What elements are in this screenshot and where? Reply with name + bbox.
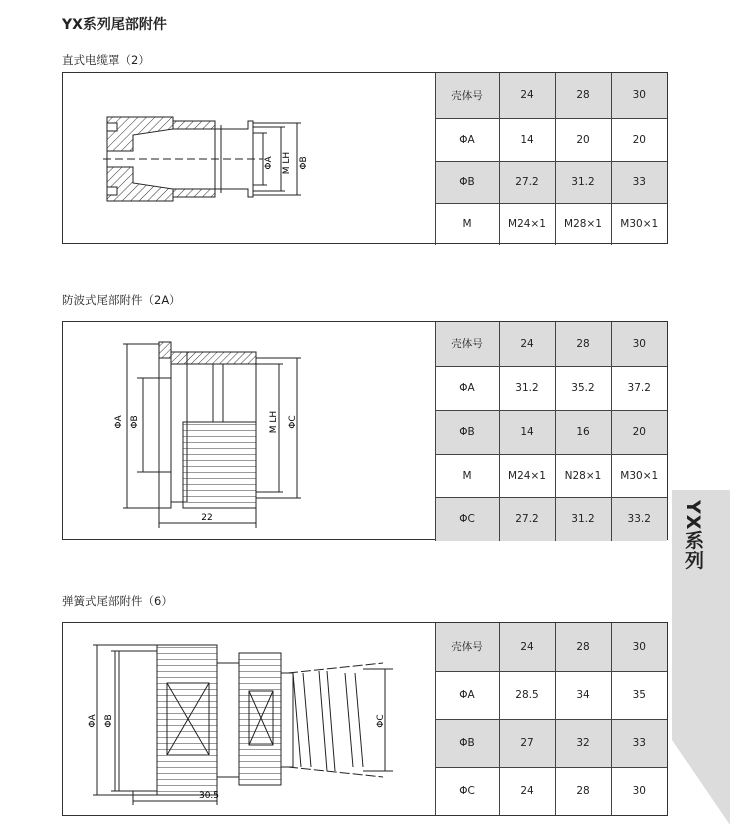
- value-cell: 28.5: [499, 671, 555, 719]
- value-cell: 31.2: [499, 366, 555, 410]
- table-row: [435, 671, 667, 719]
- dim-label-length: 22: [201, 513, 213, 523]
- value-cell: M30×1: [611, 454, 667, 497]
- row-label-cell: ΦA: [435, 671, 499, 719]
- dim-label-a: ΦA: [264, 156, 274, 170]
- table-row: [435, 366, 667, 410]
- row-label-cell: 壳体号: [435, 322, 499, 366]
- value-cell: M30×1: [611, 203, 667, 245]
- value-cell: 27: [499, 719, 555, 767]
- dim-label-a: ΦA: [88, 714, 98, 728]
- panel-shielding-accessory: [62, 321, 668, 540]
- table-row: [435, 497, 667, 541]
- spec-table-spring-accessory: [435, 623, 668, 815]
- dim-label-length: 30.5: [198, 791, 220, 801]
- spring-accessory-drawing: [63, 623, 435, 817]
- value-cell: 27.2: [499, 161, 555, 203]
- value-cell: 20: [555, 118, 611, 161]
- value-cell: 16: [555, 410, 611, 454]
- row-label-cell: ΦA: [435, 118, 499, 161]
- row-label-cell: M: [435, 203, 499, 245]
- table-row: [435, 454, 667, 497]
- table-row: [435, 161, 667, 203]
- value-cell: 33: [611, 719, 667, 767]
- side-tab-label: YX系列: [682, 500, 704, 571]
- value-cell: 24: [499, 322, 555, 366]
- dim-label-a: ΦA: [114, 415, 124, 429]
- table-row: [435, 767, 667, 815]
- value-cell: 14: [499, 118, 555, 161]
- value-cell: 30: [611, 767, 667, 815]
- value-cell: 24: [499, 623, 555, 671]
- straight-cable-cover-drawing: [63, 73, 435, 245]
- value-cell: 24: [499, 73, 555, 118]
- table-row: [435, 322, 667, 366]
- value-cell: 35.2: [555, 366, 611, 410]
- row-label-cell: ΦB: [435, 161, 499, 203]
- value-cell: 33: [611, 161, 667, 203]
- section-title-straight-cable-cover: 直式电缆罩（2）: [62, 53, 150, 67]
- dim-label-b: ΦB: [104, 714, 114, 728]
- row-label-cell: 壳体号: [435, 73, 499, 118]
- page-title: YX系列尾部附件: [62, 17, 167, 33]
- table-row: [435, 118, 667, 161]
- spec-table-shielding-accessory: [435, 322, 668, 541]
- row-label-cell: ΦA: [435, 366, 499, 410]
- value-cell: N28×1: [555, 454, 611, 497]
- side-tab-corner: [672, 740, 730, 825]
- value-cell: 28: [555, 767, 611, 815]
- value-cell: 32: [555, 719, 611, 767]
- value-cell: 31.2: [555, 161, 611, 203]
- value-cell: 30: [611, 623, 667, 671]
- row-label-cell: M: [435, 454, 499, 497]
- value-cell: 20: [611, 410, 667, 454]
- value-cell: M24×1: [499, 454, 555, 497]
- value-cell: 14: [499, 410, 555, 454]
- panel-spring-accessory: [62, 622, 668, 816]
- value-cell: 24: [499, 767, 555, 815]
- value-cell: M28×1: [555, 203, 611, 245]
- section-title-spring-accessory: 弹簧式尾部附件（6）: [62, 594, 173, 608]
- dim-label-m: M LH: [269, 410, 279, 434]
- row-label-cell: 壳体号: [435, 623, 499, 671]
- value-cell: 30: [611, 73, 667, 118]
- table-row: [435, 719, 667, 767]
- panel-straight-cable-cover: [62, 72, 668, 244]
- row-label-cell: ΦB: [435, 410, 499, 454]
- value-cell: 20: [611, 118, 667, 161]
- dim-label-c: ΦC: [288, 415, 298, 429]
- row-label-cell: ΦC: [435, 767, 499, 815]
- section-title-shielding-accessory: 防波式尾部附件（2A）: [62, 293, 181, 307]
- table-row: [435, 73, 667, 118]
- value-cell: 30: [611, 322, 667, 366]
- value-cell: 37.2: [611, 366, 667, 410]
- dim-label-b: ΦB: [130, 415, 140, 429]
- table-row: [435, 623, 667, 671]
- value-cell: 35: [611, 671, 667, 719]
- value-cell: 34: [555, 671, 611, 719]
- shielding-accessory-drawing: [63, 322, 435, 541]
- table-row: [435, 203, 667, 245]
- spec-table-straight-cable-cover: [435, 73, 668, 245]
- dim-label-m: M LH: [282, 151, 292, 175]
- dim-label-c: ΦC: [376, 714, 386, 728]
- value-cell: M24×1: [499, 203, 555, 245]
- row-label-cell: ΦC: [435, 497, 499, 541]
- table-row: [435, 410, 667, 454]
- value-cell: 31.2: [555, 497, 611, 541]
- value-cell: 33.2: [611, 497, 667, 541]
- dim-label-b: ΦB: [299, 156, 309, 170]
- value-cell: 28: [555, 322, 611, 366]
- value-cell: 28: [555, 73, 611, 118]
- value-cell: 27.2: [499, 497, 555, 541]
- value-cell: 28: [555, 623, 611, 671]
- row-label-cell: ΦB: [435, 719, 499, 767]
